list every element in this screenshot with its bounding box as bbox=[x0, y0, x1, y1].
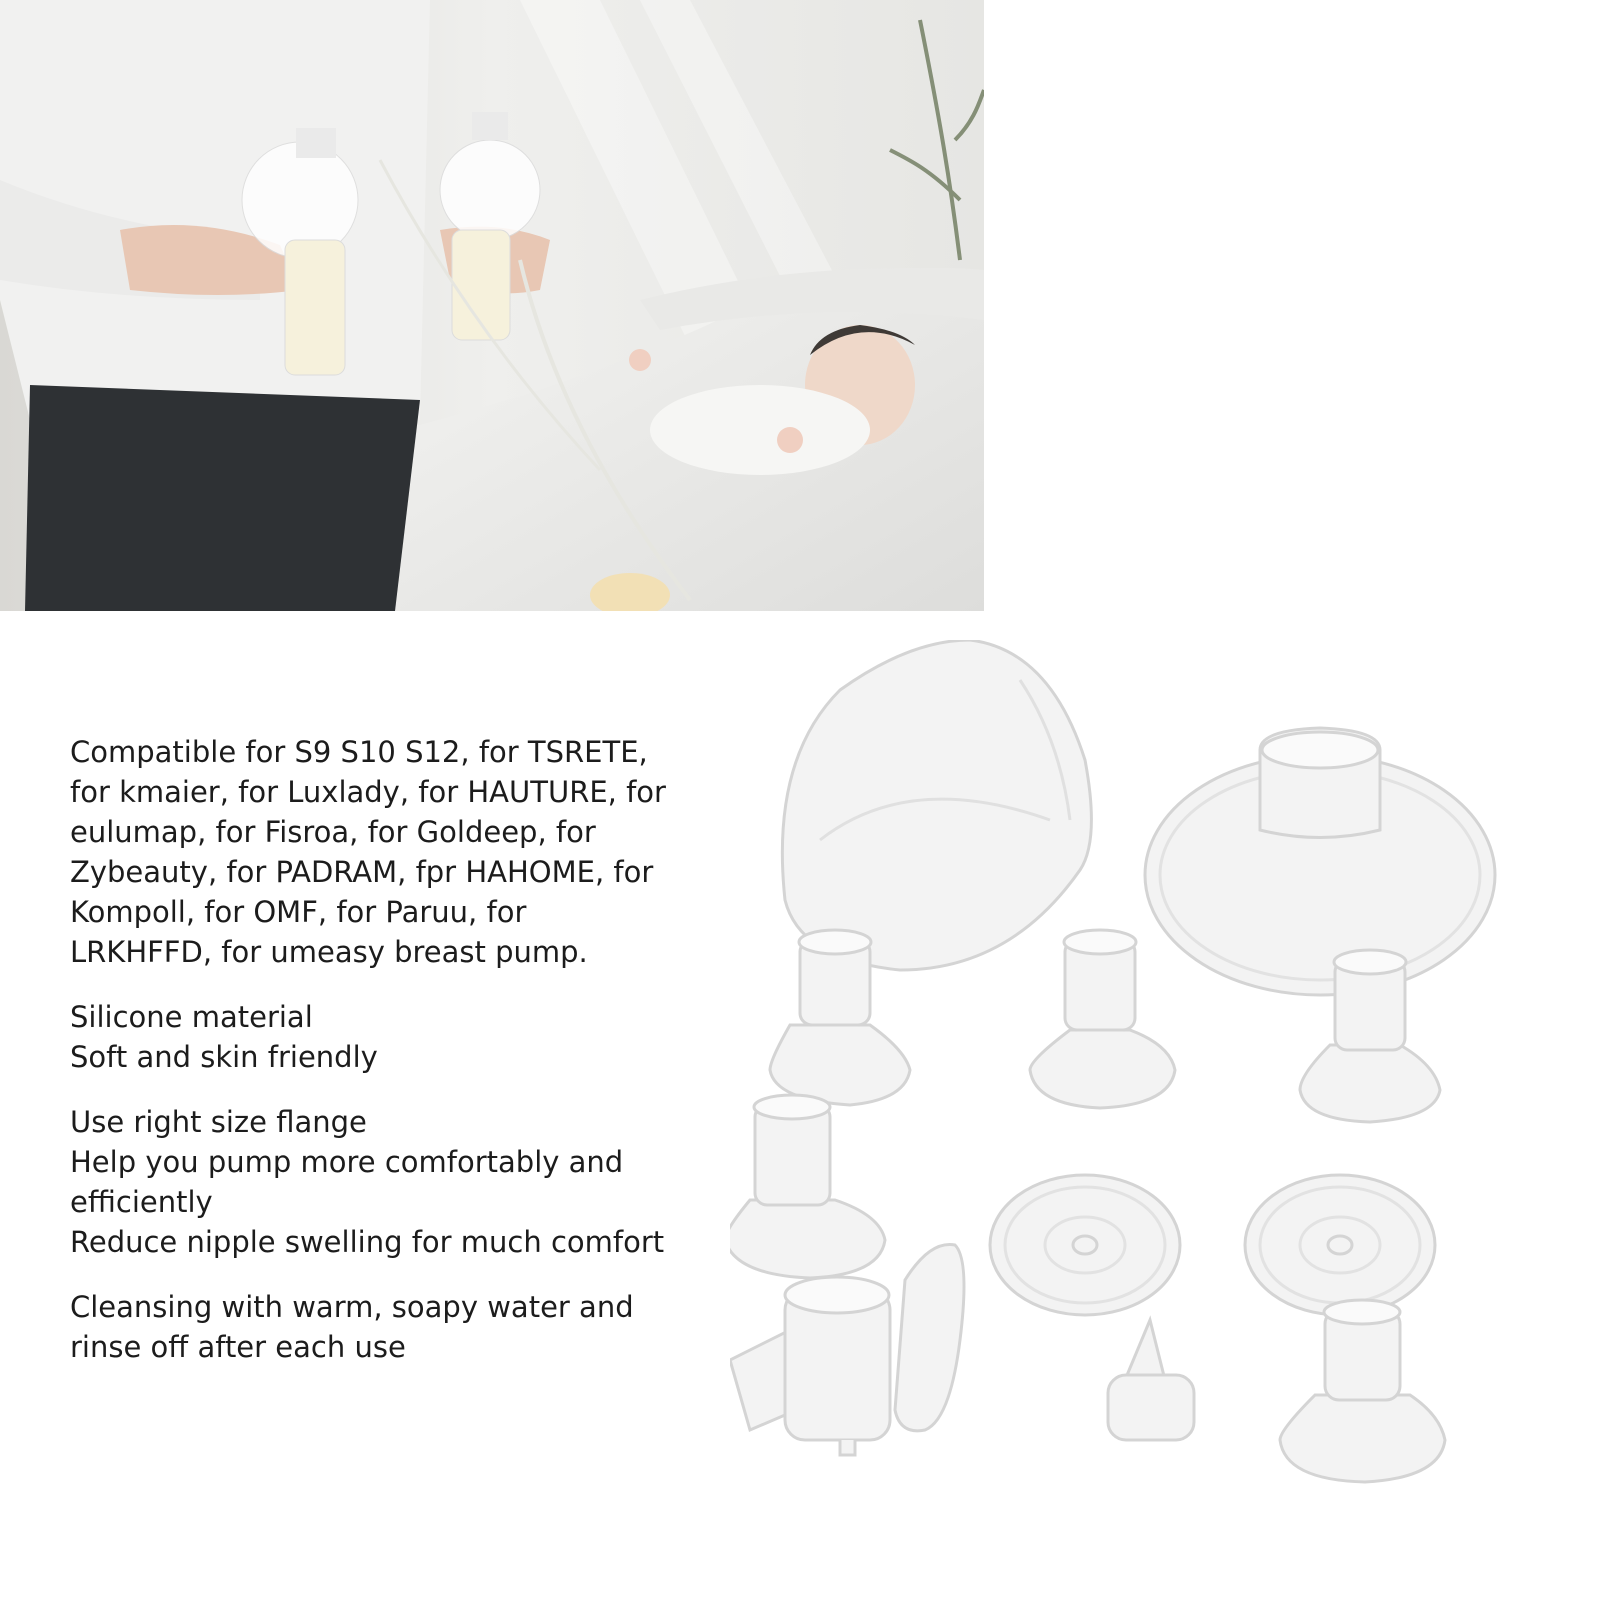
lifestyle-photo bbox=[0, 0, 984, 611]
sizing-line: Reduce nipple swelling for much comfort bbox=[70, 1225, 665, 1259]
cleaning-paragraph bbox=[70, 1287, 690, 1367]
lifestyle-illustration bbox=[0, 0, 984, 611]
flange-insert-part bbox=[730, 1095, 885, 1278]
compatibility-paragraph bbox=[70, 732, 690, 972]
flange-insert-part bbox=[1280, 1300, 1445, 1482]
pump-parts-illustration bbox=[730, 640, 1530, 1520]
large-flange-part bbox=[1145, 728, 1495, 995]
sizing-line: Help you pump more comfortably and bbox=[70, 1145, 624, 1179]
flange-insert-part bbox=[1030, 930, 1175, 1108]
product-parts-image bbox=[730, 640, 1530, 1520]
sizing-line: efficiently bbox=[70, 1185, 213, 1219]
material-paragraph bbox=[70, 997, 690, 1077]
diaphragm-part bbox=[1245, 1175, 1435, 1315]
diaphragm-part bbox=[990, 1175, 1180, 1315]
compatibility-line: eulumap, for Fisroa, for Goldeep, for bbox=[70, 815, 596, 849]
sizing-line: Use right size flange bbox=[70, 1105, 367, 1139]
material-line: Silicone material bbox=[70, 1000, 313, 1034]
duckbill-valve-part bbox=[1108, 1320, 1194, 1440]
cleaning-line: Cleansing with warm, soapy water and bbox=[70, 1290, 634, 1324]
compatibility-line: for kmaier, for Luxlady, for HAUTURE, for bbox=[70, 775, 666, 809]
sizing-paragraph bbox=[70, 1102, 690, 1262]
connector-part bbox=[730, 1244, 964, 1455]
compatibility-line: LRKHFFD, for umeasy breast pump. bbox=[70, 935, 588, 969]
product-description bbox=[70, 732, 690, 1392]
compatibility-line: Zybeauty, for PADRAM, fpr HAHOME, for bbox=[70, 855, 654, 889]
compatibility-line: Compatible for S9 S10 S12, for TSRETE, bbox=[70, 735, 648, 769]
cleaning-line: rinse off after each use bbox=[70, 1330, 406, 1364]
dust-cover-part bbox=[782, 640, 1091, 970]
material-line: Soft and skin friendly bbox=[70, 1040, 378, 1074]
compatibility-line: Kompoll, for OMF, for Paruu, for bbox=[70, 895, 527, 929]
